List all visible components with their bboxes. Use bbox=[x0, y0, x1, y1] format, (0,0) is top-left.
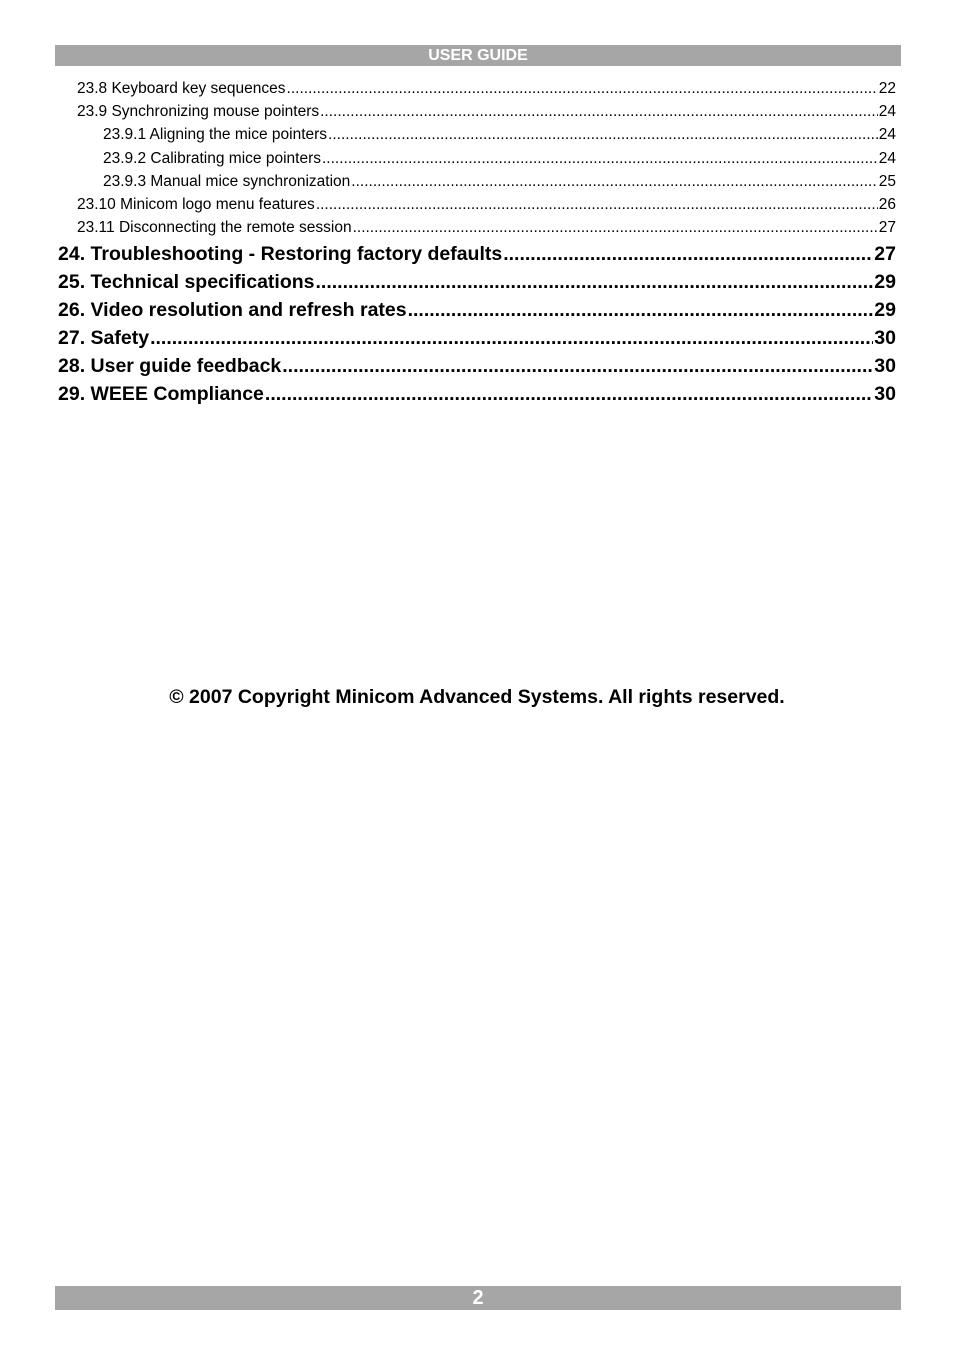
toc-entry-title: 29. WEEE Compliance bbox=[58, 383, 264, 405]
toc-entry-title: 23.9.2 Calibrating mice pointers bbox=[103, 150, 321, 167]
copyright-notice: © 2007 Copyright Minicom Advanced Systems. All rights reserved. bbox=[169, 686, 785, 708]
toc-entry-title: 27. Safety bbox=[58, 327, 150, 349]
toc-leader-dots bbox=[353, 219, 878, 237]
toc-leader-dots bbox=[503, 243, 873, 266]
toc-entry-title: 25. Technical specifications bbox=[58, 271, 315, 293]
toc-leader-dots bbox=[408, 299, 874, 322]
toc-entry-page: 30 bbox=[874, 383, 896, 405]
toc-entry[interactable] bbox=[103, 150, 896, 168]
toc-entry-title: 23.9.3 Manual mice synchronization bbox=[103, 173, 351, 190]
toc-chapter[interactable] bbox=[58, 243, 896, 266]
toc-entry-title: 23.10 Minicom logo menu features bbox=[77, 196, 315, 213]
page-number: 2 bbox=[472, 1287, 484, 1309]
toc-entry-page: 24 bbox=[878, 150, 896, 167]
toc-leader-dots bbox=[316, 196, 878, 214]
toc-entry-page: 25 bbox=[878, 173, 896, 190]
header-title: USER GUIDE bbox=[428, 47, 528, 64]
toc-entry[interactable] bbox=[77, 219, 896, 237]
toc-entry-title: 23.8 Keyboard key sequences bbox=[77, 80, 286, 97]
toc-entry[interactable] bbox=[103, 126, 896, 144]
toc-leader-dots bbox=[351, 173, 877, 191]
footer-bar bbox=[55, 1286, 901, 1310]
toc-entry-title: 24. Troubleshooting - Restoring factory defaults bbox=[58, 243, 503, 265]
toc-leader-dots bbox=[322, 150, 878, 168]
toc-leader-dots bbox=[282, 355, 873, 378]
toc-entry-page: 24 bbox=[878, 126, 896, 143]
toc-entry-title: 28. User guide feedback bbox=[58, 355, 282, 377]
toc-entry[interactable] bbox=[77, 80, 896, 98]
toc-chapter[interactable] bbox=[58, 383, 896, 406]
toc-entry-title: 23.9 Synchronizing mouse pointers bbox=[77, 103, 320, 120]
toc-leader-dots bbox=[287, 80, 878, 98]
toc-entry-page: 24 bbox=[878, 103, 896, 120]
toc-entry-title: 26. Video resolution and refresh rates bbox=[58, 299, 407, 321]
toc-leader-dots bbox=[316, 271, 874, 294]
toc-leader-dots bbox=[328, 126, 878, 144]
toc-chapter[interactable] bbox=[58, 271, 896, 294]
toc-leader-dots bbox=[320, 103, 878, 121]
toc-entry-page: 27 bbox=[874, 243, 896, 265]
header-bar bbox=[55, 45, 901, 66]
toc-entry-page: 27 bbox=[878, 219, 896, 236]
toc-entry-page: 30 bbox=[874, 327, 896, 349]
toc-entry-page: 26 bbox=[878, 196, 896, 213]
toc-entry-page: 22 bbox=[878, 80, 896, 97]
toc-chapter[interactable] bbox=[58, 327, 896, 350]
toc-entry-page: 29 bbox=[874, 271, 896, 293]
toc-entry-title: 23.11 Disconnecting the remote session bbox=[77, 219, 352, 236]
toc-entry[interactable] bbox=[103, 173, 896, 191]
toc-chapter[interactable] bbox=[58, 299, 896, 322]
toc-leader-dots bbox=[150, 327, 873, 350]
toc-chapter[interactable] bbox=[58, 355, 896, 378]
toc-entry[interactable] bbox=[77, 103, 896, 121]
toc-leader-dots bbox=[265, 383, 873, 406]
toc-entry-title: 23.9.1 Aligning the mice pointers bbox=[103, 126, 328, 143]
toc-entry-page: 30 bbox=[874, 355, 896, 377]
toc-entry[interactable] bbox=[77, 196, 896, 214]
toc-entry-page: 29 bbox=[874, 299, 896, 321]
